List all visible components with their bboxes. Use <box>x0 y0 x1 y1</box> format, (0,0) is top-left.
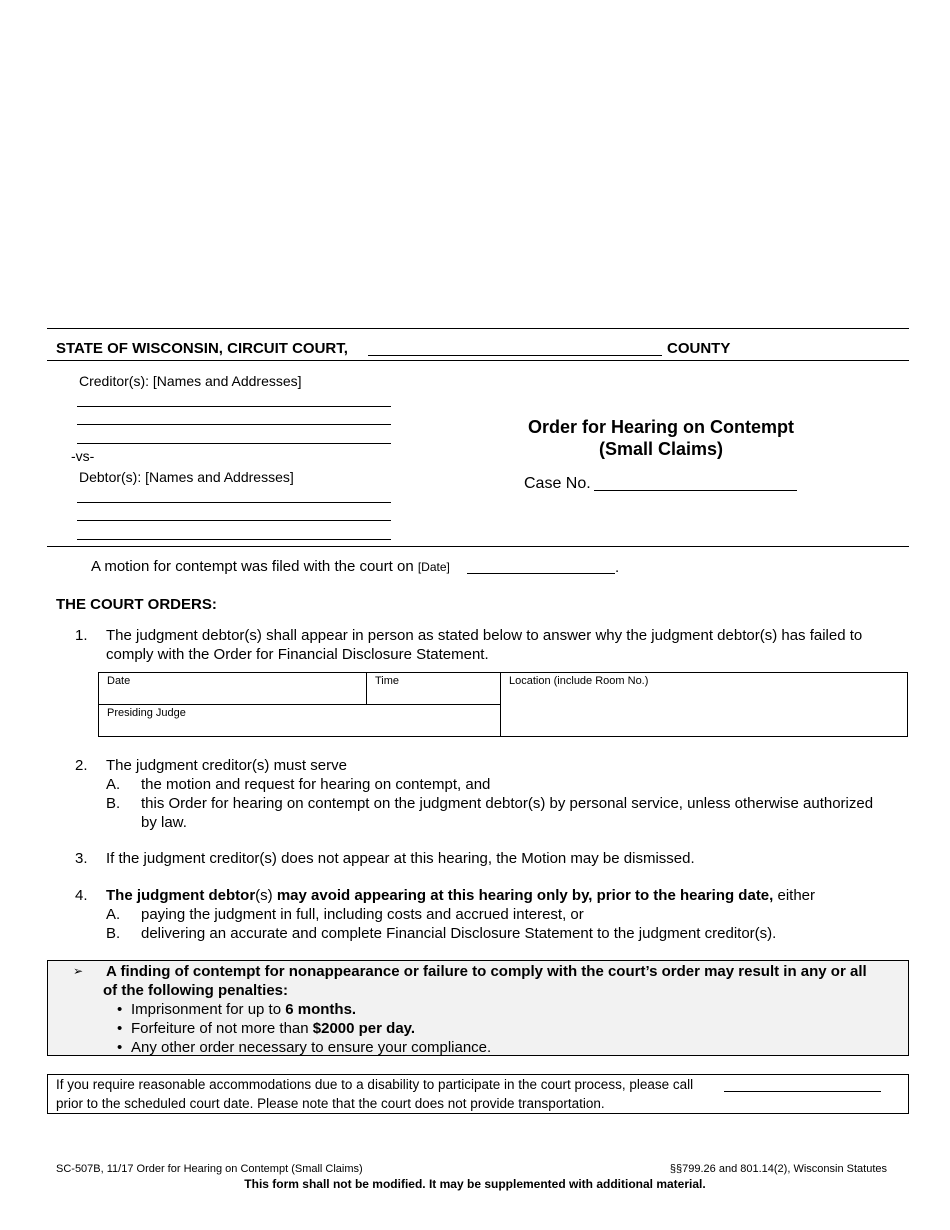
accommodation-notice-box <box>47 1074 909 1114</box>
presiding-judge-label: Presiding Judge <box>107 707 186 719</box>
item-2-number: 2. <box>75 757 88 774</box>
item-2-a-letter: A. <box>106 776 121 793</box>
item-3-number: 3. <box>75 850 88 867</box>
hearing-location-label: Location (include Room No.) <box>509 675 649 687</box>
item-4-text <box>106 886 815 905</box>
item-4-a-letter: A. <box>106 906 121 923</box>
debtor-line-3[interactable] <box>77 539 391 540</box>
creditor-line-2[interactable] <box>77 424 391 425</box>
arrow-bullet-icon: ➢ <box>73 964 84 978</box>
case-no-label: Case No. <box>524 475 591 492</box>
motion-date-hint: [Date] <box>417 560 450 574</box>
form-title-line-2: (Small Claims) <box>598 439 724 459</box>
hearing-details-table <box>98 672 908 737</box>
penalty-forfeiture-text: Forfeiture of not more than <box>131 1020 313 1037</box>
penalties-notice-box <box>47 960 909 1056</box>
item-2-a-text: the motion and request for hearing on contempt, and <box>141 776 491 793</box>
county-name-field[interactable] <box>368 355 662 356</box>
county-label: COUNTY <box>667 340 731 357</box>
footer-notice: This form shall not be modified. It may be supplemented with additional material. <box>244 1177 706 1191</box>
debtors-label: Debtor(s): [Names and Addresses] <box>79 469 294 485</box>
hearing-location-cell[interactable] <box>501 673 907 736</box>
item-4-b-text: delivering an accurate and complete Financial Disclosure Statement to the judgment creditor(s). <box>141 925 777 942</box>
caption-top-rule <box>47 328 909 329</box>
hearing-date-cell[interactable] <box>99 673 367 705</box>
form-title-line-1: Order for Hearing on Contempt <box>527 417 794 437</box>
item-4-b-letter: B. <box>106 925 121 942</box>
item-4-normal-2: either <box>773 887 816 904</box>
item-1-number: 1. <box>75 627 88 644</box>
footer-form-id: SC-507B, 11/17 Order for Hearing on Contempt (Small Claims) <box>56 1163 363 1175</box>
bullet-icon: • <box>117 1001 123 1018</box>
court-orders-heading: THE COURT ORDERS: <box>56 596 217 613</box>
debtor-line-1[interactable] <box>77 502 391 503</box>
creditor-line-1[interactable] <box>77 406 391 407</box>
vs-label: -vs- <box>71 448 95 464</box>
item-4-bold-1: The judgment debtor <box>106 887 256 904</box>
presiding-judge-cell[interactable] <box>99 705 501 736</box>
penalty-other-order: Any other order necessary to ensure your compliance. <box>131 1039 492 1056</box>
penalty-imprisonment-term: 6 months. <box>285 1001 357 1018</box>
item-2-b-letter: B. <box>106 795 121 812</box>
item-4-normal-1: (s) <box>255 887 273 904</box>
item-2-b-line-2: by law. <box>141 814 187 831</box>
creditors-label: Creditor(s): [Names and Addresses] <box>79 373 302 389</box>
penalty-imprisonment-text: Imprisonment for up to <box>131 1001 286 1018</box>
item-4-number: 4. <box>75 887 88 904</box>
item-1-line-2: comply with the Order for Financial Disclosure Statement. <box>106 646 489 663</box>
motion-statement <box>91 557 450 577</box>
hearing-time-cell[interactable] <box>367 673 501 705</box>
penalty-forfeiture-amount: $2000 per day. <box>312 1020 416 1037</box>
accommodation-phone-field[interactable] <box>724 1091 881 1092</box>
accommodation-line-1: If you require reasonable accommodations due to a disability to participate in the court process, please call <box>56 1077 694 1092</box>
penalties-heading-line-1: A finding of contempt for nonappearance or failure to comply with the court’s order may result in any or all <box>106 963 867 980</box>
hearing-time-label: Time <box>375 675 400 687</box>
footer-statutes: §§799.26 and 801.14(2), Wisconsin Statutes <box>669 1163 887 1175</box>
case-no-field[interactable] <box>594 490 797 491</box>
item-2-b-line-1: this Order for hearing on contempt on the judgment debtor(s) by personal service, unless otherwise authorized <box>141 795 874 812</box>
motion-period: . <box>615 559 620 576</box>
hearing-date-label: Date <box>107 675 131 687</box>
caption-header-rule <box>47 360 909 361</box>
caption-bottom-rule <box>47 546 909 547</box>
item-3-text: If the judgment creditor(s) does not appear at this hearing, the Motion may be dismissed. <box>106 850 695 867</box>
item-2-text: The judgment creditor(s) must serve <box>106 757 347 774</box>
accommodation-line-2: prior to the scheduled court date. Please note that the court does not provide transportation. <box>56 1096 605 1111</box>
item-4-bold-2: may avoid appearing at this hearing only by, prior to the hearing date, <box>272 887 774 904</box>
motion-date-field[interactable] <box>467 573 615 574</box>
item-4-a-text: paying the judgment in full, including costs and accrued interest, or <box>141 906 584 923</box>
bullet-icon: • <box>117 1020 123 1037</box>
penalty-imprisonment <box>131 1000 356 1019</box>
penalty-forfeiture <box>131 1019 415 1038</box>
court-label: STATE OF WISCONSIN, CIRCUIT COURT, <box>56 340 348 357</box>
penalties-heading-line-2: of the following penalties: <box>103 982 288 999</box>
item-1-line-1: The judgment debtor(s) shall appear in person as stated below to answer why the judgment debtor(s) has failed to <box>106 627 863 644</box>
bullet-icon: • <box>117 1039 123 1056</box>
debtor-line-2[interactable] <box>77 520 391 521</box>
motion-text: A motion for contempt was filed with the court on <box>91 558 414 575</box>
creditor-line-3[interactable] <box>77 443 391 444</box>
